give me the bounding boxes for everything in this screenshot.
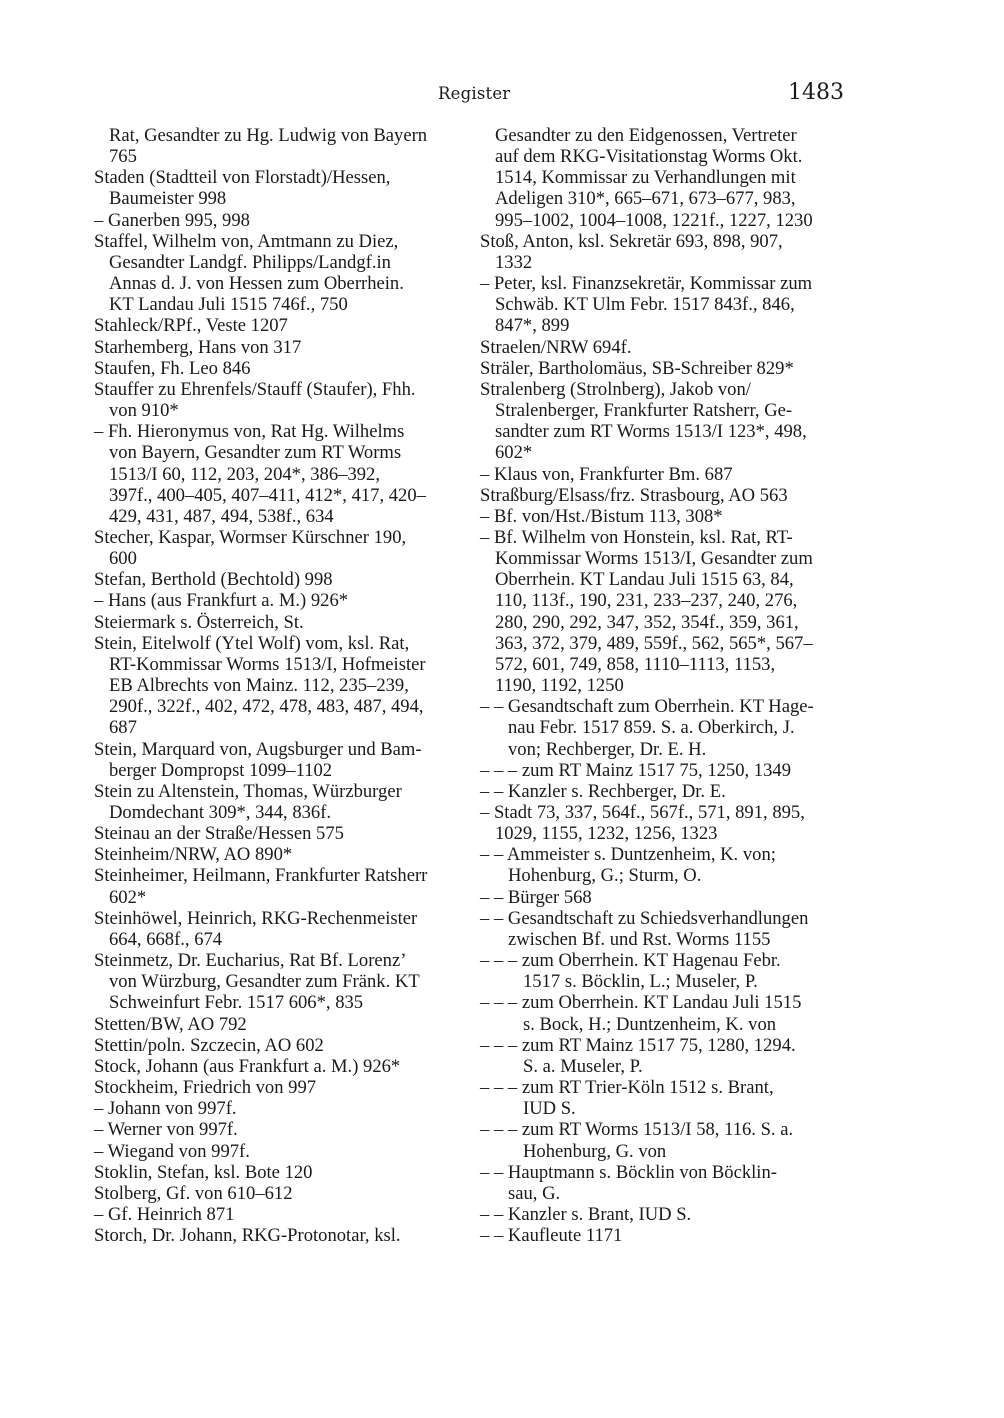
index-entry-continuation: Hohenburg, G. von — [523, 1140, 667, 1162]
index-entry — [94, 527, 468, 569]
index-entry — [94, 633, 468, 739]
index-entry-line: Starhemberg, Hans von 317 — [94, 336, 302, 358]
index-entry-line: – Bf. von/Hst./Bistum 113, 308* — [480, 505, 723, 527]
index-entry-line: – – Gesandtschaft zum Oberrhein. KT Hage- — [480, 696, 814, 718]
index-entry-line: – Johann von 997f. — [94, 1098, 237, 1120]
index-entry — [480, 379, 852, 464]
index-entry-line: Sträler, Bartholomäus, SB-Schreiber 829* — [480, 357, 794, 379]
index-entry-line: Storch, Dr. Johann, RKG-Protonotar, ksl. — [94, 1225, 401, 1247]
index-column-left — [94, 125, 468, 1246]
index-entry-line: – Peter, ksl. Finanzsekretär, Kommissar zum — [480, 273, 813, 295]
index-entry-line: Steinheim/NRW, AO 890* — [94, 844, 293, 866]
index-entry-continuation: 572, 601, 749, 858, 1110–1113, 1153, — [495, 653, 776, 675]
index-entry-continuation: Annas d. J. von Hessen zum Oberrhein. — [109, 273, 404, 295]
index-entry-line: – – – zum RT Worms 1513/I 58, 116. S. a. — [480, 1119, 794, 1141]
index-entry — [480, 802, 852, 844]
index-entry-line: Gesandter zu den Eidgenossen, Vertreter — [495, 125, 797, 146]
index-entry-continuation: sandter zum RT Worms 1513/I 123*, 498, — [495, 421, 807, 443]
index-entry — [480, 887, 852, 908]
index-entry — [94, 337, 468, 358]
index-entry — [480, 1204, 852, 1225]
index-column-right — [480, 125, 852, 1246]
index-entry — [94, 1183, 468, 1204]
index-entry — [480, 950, 852, 992]
index-entry-line: Stoß, Anton, ksl. Sekretär 693, 898, 907, — [480, 230, 783, 252]
index-entry-continuation: von Würzburg, Gesandter zum Fränk. KT — [109, 971, 420, 993]
index-entry-line: – – Kanzler s. Brant, IUD S. — [480, 1203, 692, 1225]
index-entry — [480, 506, 852, 527]
index-entry — [94, 1098, 468, 1119]
index-entry — [94, 210, 468, 231]
index-entry-line: – Fh. Hieronymus von, Rat Hg. Wilhelms — [94, 421, 405, 443]
index-entry-line: Steinheimer, Heilmann, Frankfurter Ratsherr — [94, 865, 428, 887]
index-entry-line: Staufen, Fh. Leo 846 — [94, 357, 251, 379]
index-entry — [94, 950, 468, 1013]
index-entry-continuation: IUD S. — [523, 1098, 576, 1120]
index-entry-continuation: 602* — [495, 442, 533, 464]
index-entry — [94, 125, 468, 167]
index-entry-continuation: berger Dompropst 1099–1102 — [109, 759, 333, 781]
index-entry-line: – – – zum Oberrhein. KT Hagenau Febr. — [480, 950, 781, 972]
index-entry-line: Stefan, Berthold (Bechtold) 998 — [94, 569, 333, 591]
index-entry — [480, 527, 852, 696]
index-entry-continuation: Baumeister 998 — [109, 188, 227, 210]
index-entry — [94, 612, 468, 633]
index-entry-continuation: 280, 290, 292, 347, 352, 354f., 359, 361, — [495, 611, 799, 633]
index-entry — [94, 908, 468, 950]
index-entry-line: Rat, Gesandter zu Hg. Ludwig von Bayern — [109, 125, 428, 146]
index-entry-continuation: Gesandter Landgf. Philipps/Landgf.in — [109, 251, 391, 273]
index-entry-continuation: S. a. Museler, P. — [523, 1055, 643, 1077]
index-entry — [480, 358, 852, 379]
index-entry-line: Steinhöwel, Heinrich, RKG-Rechenmeister — [94, 907, 418, 929]
index-entry — [480, 464, 852, 485]
index-entry-line: Stralenberg (Strolnberg), Jakob von/ — [480, 378, 751, 400]
index-entry — [94, 1077, 468, 1098]
index-entry-line: – Klaus von, Frankfurter Bm. 687 — [480, 463, 733, 485]
index-entry-continuation: 687 — [109, 717, 137, 739]
index-entry-continuation: 1514, Kommissar zu Verhandlungen mit — [495, 167, 796, 189]
index-entry-line: – – Gesandtschaft zu Schiedsverhandlungen — [480, 907, 809, 929]
index-entry-line: Straelen/NRW 694f. — [480, 336, 632, 358]
index-entry-line: – Wiegand von 997f. — [94, 1140, 250, 1162]
index-entry-line: – – – zum Oberrhein. KT Landau Juli 1515 — [480, 992, 802, 1014]
index-entry-line: – Hans (aus Frankfurt a. M.) 926* — [94, 590, 349, 612]
index-entry-continuation: Adeligen 310*, 665–671, 673–677, 983, — [495, 188, 796, 210]
index-entry-continuation: 995–1002, 1004–1008, 1221f., 1227, 1230 — [495, 209, 813, 231]
index-entry-line: – Werner von 997f. — [94, 1119, 238, 1141]
index-entry — [480, 908, 852, 950]
index-entry-continuation: 1332 — [495, 251, 533, 273]
index-entry-continuation: Domdechant 309*, 344, 836f. — [109, 802, 332, 823]
index-entry — [480, 781, 852, 802]
index-entry-continuation: sau, G. — [508, 1182, 561, 1204]
index-entry — [480, 992, 852, 1034]
index-entry-continuation: Hohenburg, G.; Sturm, O. — [508, 865, 702, 887]
index-entry-continuation: 664, 668f., 674 — [109, 928, 223, 950]
index-entry-continuation: Oberrhein. KT Landau Juli 1515 63, 84, — [495, 569, 794, 591]
index-entry-line: – – Kaufleute 1171 — [480, 1225, 623, 1247]
index-entry-continuation: 397f., 400–405, 407–411, 412*, 417, 420– — [109, 484, 426, 506]
index-entry — [94, 823, 468, 844]
index-entry — [94, 865, 468, 907]
index-entry-line: Stetten/BW, AO 792 — [94, 1013, 247, 1035]
index-entry — [480, 273, 852, 336]
index-entry — [94, 1225, 468, 1246]
index-entry-continuation: zwischen Bf. und Rst. Worms 1155 — [508, 928, 771, 950]
index-entry-continuation: Schweinfurt Febr. 1517 606*, 835 — [109, 992, 364, 1014]
index-entry-line: Staden (Stadtteil von Florstadt)/Hessen, — [94, 167, 391, 189]
index-entry-continuation: s. Bock, H.; Duntzenheim, K. von — [523, 1013, 777, 1035]
index-entry-line: Stock, Johann (aus Frankfurt a. M.) 926* — [94, 1055, 401, 1077]
index-entry-line: – – – zum RT Mainz 1517 75, 1250, 1349 — [480, 759, 791, 781]
index-entry-continuation: EB Albrechts von Mainz. 112, 235–239, — [109, 675, 409, 697]
index-entry-continuation: 600 — [109, 548, 137, 570]
index-entry — [94, 1119, 468, 1140]
index-entry — [480, 844, 852, 886]
index-entry — [94, 1141, 468, 1162]
index-entry-line: – – Hauptmann s. Böcklin von Böcklin- — [480, 1161, 777, 1183]
index-entry-line: Stoklin, Stefan, ksl. Bote 120 — [94, 1161, 313, 1183]
index-entry-continuation: Schwäb. KT Ulm Febr. 1517 843f., 846, — [495, 294, 795, 316]
index-entry-line: – Ganerben 995, 998 — [94, 209, 250, 231]
index-entry — [480, 1225, 852, 1246]
index-entry-line: Stahleck/RPf., Veste 1207 — [94, 315, 288, 337]
index-entry-continuation: RT-Kommissar Worms 1513/I, Hofmeister — [109, 653, 426, 675]
index-entry — [480, 1077, 852, 1119]
index-entry-continuation: 290f., 322f., 402, 472, 478, 483, 487, 494, — [109, 696, 424, 718]
index-entry-line: Stockheim, Friedrich von 997 — [94, 1077, 317, 1099]
index-entry-line: Steinau an der Straße/Hessen 575 — [94, 823, 344, 845]
index-entry-line: Stecher, Kaspar, Wormser Kürschner 190, — [94, 526, 407, 548]
index-entry-continuation: 1513/I 60, 112, 203, 204*, 386–392, — [109, 463, 380, 485]
index-entry — [94, 379, 468, 421]
index-entry-continuation: Kommissar Worms 1513/I, Gesandter zum — [495, 548, 813, 570]
index-entry-continuation: von; Rechberger, Dr. E. H. — [508, 738, 707, 760]
index-entry-line: Staffel, Wilhelm von, Amtmann zu Diez, — [94, 230, 399, 252]
index-entry — [480, 760, 852, 781]
index-entry — [480, 1035, 852, 1077]
index-entry — [94, 1056, 468, 1077]
index-entry — [94, 315, 468, 336]
index-entry-line: Straßburg/Elsass/frz. Strasbourg, AO 563 — [480, 484, 788, 506]
index-entry — [94, 739, 468, 781]
index-entry — [480, 337, 852, 358]
index-entry-line: Stein, Eitelwolf (Ytel Wolf) vom, ksl. Rat, — [94, 632, 410, 654]
index-entry-line: – – – zum RT Mainz 1517 75, 1280, 1294. — [480, 1034, 796, 1056]
index-entry-line: – – Ammeister s. Duntzenheim, K. von; — [480, 844, 776, 866]
page-number: 1483 — [788, 80, 844, 105]
index-entry-continuation: auf dem RKG-Visitationstag Worms Okt. — [495, 146, 803, 168]
index-entry — [94, 781, 468, 823]
index-entry-continuation: 110, 113f., 190, 231, 233–237, 240, 276, — [495, 590, 798, 612]
index-entry-line: – Bf. Wilhelm von Honstein, ksl. Rat, RT- — [480, 526, 793, 548]
index-entry — [480, 696, 852, 759]
index-entry-continuation: 602* — [109, 886, 147, 908]
index-entry-continuation: 429, 431, 487, 494, 538f., 634 — [109, 505, 334, 527]
index-entry-line: – – Bürger 568 — [480, 886, 592, 908]
index-entry — [94, 1035, 468, 1056]
index-entry — [94, 167, 468, 209]
index-entry-continuation: 1190, 1192, 1250 — [495, 675, 624, 697]
index-entry — [94, 421, 468, 527]
index-entry-line: Stein, Marquard von, Augsburger und Bam- — [94, 738, 422, 760]
index-entry-continuation: KT Landau Juli 1515 746f., 750 — [109, 294, 348, 316]
index-entry-continuation: 1517 s. Böcklin, L.; Museler, P. — [523, 971, 758, 993]
index-entry — [94, 590, 468, 611]
index-entry-line: Stein zu Altenstein, Thomas, Würzburger — [94, 780, 402, 802]
index-entry-line: Stauffer zu Ehrenfels/Stauff (Staufer), Fhh. — [94, 378, 416, 400]
index-entry — [94, 1162, 468, 1183]
running-head-title: Register — [438, 84, 511, 103]
index-entry-line: Steinmetz, Dr. Eucharius, Rat Bf. Lorenz’ — [94, 950, 407, 972]
index-entry — [480, 1119, 852, 1161]
index-entry — [480, 1162, 852, 1204]
index-entry-line: – Stadt 73, 337, 564f., 567f., 571, 891, 895, — [480, 802, 805, 823]
index-entry — [94, 1204, 468, 1225]
index-entry-line: Stettin/poln. Szczecin, AO 602 — [94, 1034, 324, 1056]
index-entry — [94, 231, 468, 316]
index-entry-continuation: 765 — [109, 146, 137, 168]
index-entry-line: – – – zum RT Trier-Köln 1512 s. Brant, — [480, 1077, 774, 1099]
index-entry — [480, 231, 852, 273]
index-entry — [94, 569, 468, 590]
running-head — [0, 80, 1004, 110]
index-entry-continuation: nau Febr. 1517 859. S. a. Oberkirch, J. — [508, 717, 795, 739]
index-entry-line: – – Kanzler s. Rechberger, Dr. E. — [480, 780, 726, 802]
index-entry — [480, 485, 852, 506]
index-entry — [480, 125, 852, 231]
index-entry-line: Steiermark s. Österreich, St. — [94, 611, 304, 633]
index-entry — [94, 844, 468, 865]
index-entry-continuation: 363, 372, 379, 489, 559f., 562, 565*, 567– — [495, 632, 813, 654]
index-entry-line: – Gf. Heinrich 871 — [94, 1203, 235, 1225]
index-entry-continuation: 1029, 1155, 1232, 1256, 1323 — [495, 823, 718, 845]
index-entry — [94, 1014, 468, 1035]
index-entry-line: Stolberg, Gf. von 610–612 — [94, 1182, 293, 1204]
index-entry — [94, 358, 468, 379]
index-entry-continuation: von Bayern, Gesandter zum RT Worms — [109, 442, 402, 464]
index-entry-continuation: von 910* — [109, 400, 179, 422]
index-entry-continuation: 847*, 899 — [495, 315, 570, 337]
index-entry-continuation: Stralenberger, Frankfurter Ratsherr, Ge- — [495, 400, 793, 422]
